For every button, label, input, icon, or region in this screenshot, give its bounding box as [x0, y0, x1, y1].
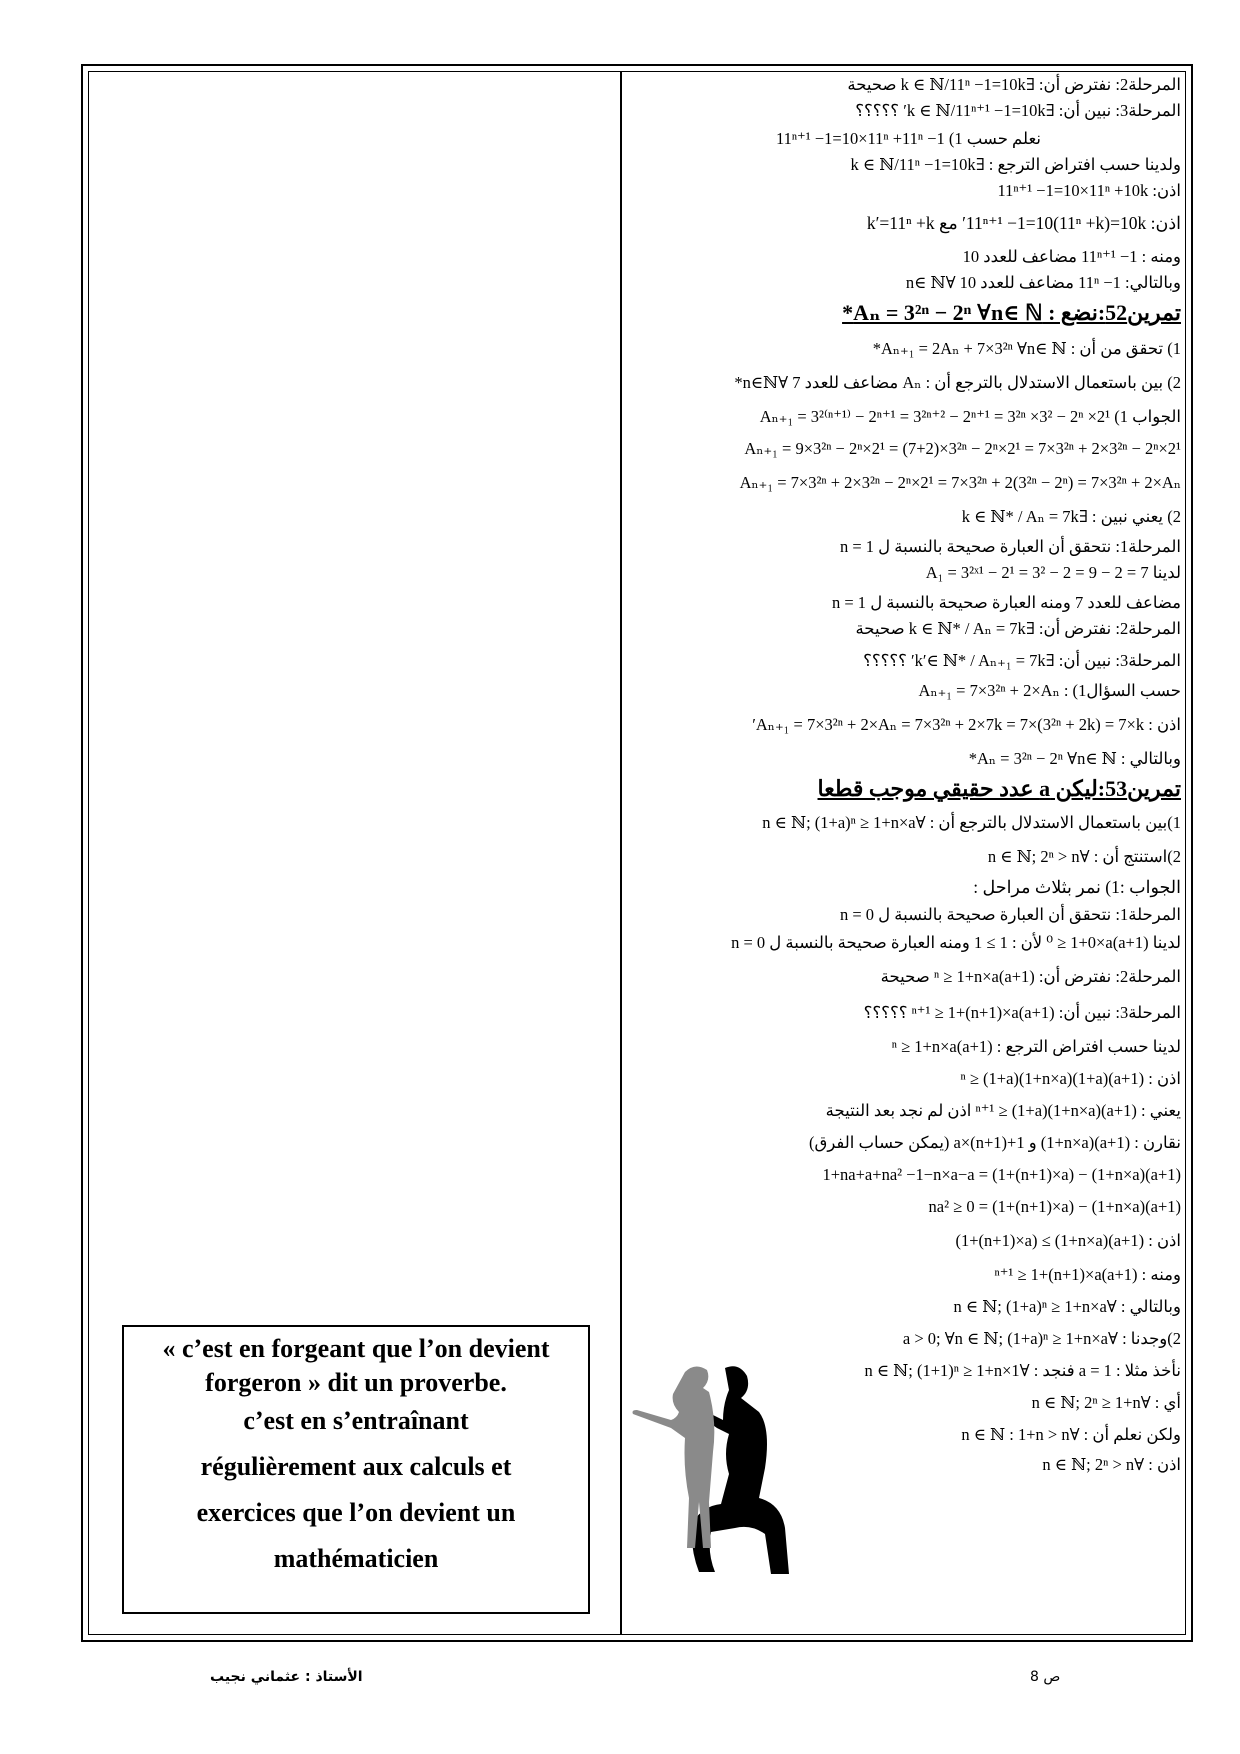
text-line: المرحلة3: نبين أن: ∃k′∈ ℕ* / Aₙ₊₁ = 7k′ ؟؟؟؟؟	[863, 651, 1181, 670]
text-line: (1+a)(1+n×a) − (1+(n+1)×a) = na² ≥ 0	[928, 1197, 1181, 1216]
proverb-quote	[126, 1332, 586, 1576]
text-line: وبالتالي : Aₙ = 3²ⁿ − 2ⁿ ∀n∈ ℕ*	[968, 749, 1181, 768]
text-line: 2)استنتج أن : ∀n ∈ ℕ; 2ⁿ > n	[987, 847, 1181, 866]
teacher-child-silhouette-illustration	[630, 1350, 790, 1575]
text-line: المرحلة3: نبين أن: (1+a)ⁿ⁺¹ ≥ 1+(n+1)×a ؟؟؟؟؟	[863, 1003, 1181, 1022]
text-line: المرحلة2: نفترض أن: (1+a)ⁿ ≥ 1+n×a صحيحة	[880, 967, 1181, 986]
text-line: اذن: 11ⁿ⁺¹ −1=10×11ⁿ +10k	[997, 181, 1181, 200]
text-line: ومنه : (1+a)ⁿ⁺¹ ≥ 1+(n+1)×a	[994, 1265, 1181, 1284]
text-line: (1+a)(1+n×a) − (1+(n+1)×a) = 1+na+a+na² −1−n×a−a	[822, 1165, 1181, 1184]
text-line: اذن: 11ⁿ⁺¹ −1=10(11ⁿ +k)=10k′ مع k′=11ⁿ +k	[866, 213, 1181, 233]
quote-line: c’est en s’entraînant	[243, 1406, 469, 1435]
answer-line: الجواب 1) Aₙ₊₁ = 3²⁽ⁿ⁺¹⁾ − 2ⁿ⁺¹ = 3²ⁿ⁺² − 2ⁿ⁺¹ = 3²ⁿ ×3² − 2ⁿ ×2¹	[759, 407, 1181, 426]
quote-line: régulièrement aux calculs et	[200, 1452, 512, 1481]
quote-line: mathématicien	[273, 1544, 439, 1573]
quote-line: « c’est en forgeant que l’on devient	[162, 1334, 550, 1363]
text-line: وبالتالي: 1− 11ⁿ مضاعف للعدد 10 ∀n∈ ℕ	[905, 273, 1181, 292]
text-line: نعلم حسب 1) 11ⁿ⁺¹ −1=10×11ⁿ +11ⁿ −1	[775, 129, 1042, 148]
footer-author: الأستاذ : عثماني نجيب	[210, 1669, 363, 1685]
text-line: Aₙ₊₁ = 9×3²ⁿ − 2ⁿ×2¹ = (7+2)×3²ⁿ − 2ⁿ×2¹ = 7×3²ⁿ + 2×3²ⁿ − 2ⁿ×2¹	[744, 439, 1181, 458]
text-line: 1)بين باستعمال الاستدلال بالترجع أن : ∀n ∈ ℕ; (1+a)ⁿ ≥ 1+n×a	[762, 813, 1181, 832]
text-line: المرحلة2: نفترض أن: ∃k ∈ ℕ/11ⁿ −1=10k صحيحة	[847, 75, 1181, 94]
text-line: 2) بين باستعمال الاستدلال بالترجع أن : Aₙ مضاعف للعدد 7 ∀n∈ℕ*	[734, 373, 1181, 392]
text-line: أي : ∀n ∈ ℕ; 2ⁿ ≥ 1+n	[1031, 1393, 1181, 1412]
answer-line: الجواب :1) نمر بثلاث مراحل :	[973, 877, 1181, 897]
text-line: حسب السؤال1) : Aₙ₊₁ = 7×3²ⁿ + 2×Aₙ	[918, 681, 1181, 700]
text-line: 2)وجدنا : ∀a > 0; ∀n ∈ ℕ; (1+a)ⁿ ≥ 1+n×a	[902, 1329, 1181, 1348]
exercise-53-heading: تمرين53:ليكن a عدد حقيقي موجب قطعا	[817, 776, 1181, 801]
text-line: اذن : ∀n ∈ ℕ; 2ⁿ > n	[1042, 1455, 1181, 1474]
quote-line: forgeron » dit un proverbe.	[205, 1368, 507, 1397]
text-line: نأخذ مثلا : a = 1 فنجد : ∀n ∈ ℕ; (1+1)ⁿ ≥ 1+n×1	[864, 1361, 1181, 1380]
text-line: لدينا (1+a)⁰ ≥ 1+0×a لأن : 1 ≥ 1 ومنه العبارة صحيحة بالنسبة ل n = 0	[731, 933, 1181, 952]
text-line: 1) تحقق من أن : Aₙ₊₁ = 2Aₙ + 7×3²ⁿ ∀n∈ ℕ*	[872, 339, 1181, 358]
text-line: المرحلة1: نتحقق أن العبارة صحيحة بالنسبة ل n = 0	[839, 905, 1181, 924]
text-line: Aₙ₊₁ = 7×3²ⁿ + 2×3²ⁿ − 2ⁿ×2¹ = 7×3²ⁿ + 2(3²ⁿ − 2ⁿ) = 7×3²ⁿ + 2×Aₙ	[739, 473, 1181, 492]
text-line: المرحلة2: نفترض أن: ∃k ∈ ℕ* / Aₙ = 7k صحيحة	[855, 619, 1181, 638]
text-line: نقارن : (1+a)(1+n×a) و 1+(n+1)×a (يمكن حساب الفرق)	[809, 1133, 1181, 1152]
exercise-52-heading: تمرين52:نضع : Aₙ = 3²ⁿ − 2ⁿ ∀n∈ ℕ*	[842, 300, 1181, 325]
text-line: اذن : (1+a)(1+a)ⁿ ≥ (1+a)(1+n×a)	[960, 1069, 1181, 1088]
footer-page-number: ص 8	[1030, 1669, 1061, 1685]
text-line: المرحلة1: نتحقق أن العبارة صحيحة بالنسبة ل n = 1	[839, 537, 1181, 556]
quote-line: exercices que l’on devient un	[196, 1498, 516, 1527]
text-line: ولدينا حسب افتراض الترجع : ∃k ∈ ℕ/11ⁿ −1=10k	[850, 155, 1181, 174]
text-line: ومنه : 1− 11ⁿ⁺¹ مضاعف للعدد 10	[962, 247, 1181, 266]
text-line: وبالتالي : ∀n ∈ ℕ; (1+a)ⁿ ≥ 1+n×a	[953, 1297, 1181, 1316]
text-line: يعني : (1+a)ⁿ⁺¹ ≥ (1+a)(1+n×a) اذن لم نجد بعد النتيجة	[825, 1101, 1181, 1120]
text-line: المرحلة3: نبين أن: ∃k ∈ ℕ/11ⁿ⁺¹ −1=10k′ ؟؟؟؟؟	[855, 101, 1181, 120]
column-divider	[620, 71, 622, 1635]
text-line: 2) يعني نبين : ∃k ∈ ℕ* / Aₙ = 7k	[961, 507, 1181, 526]
text-line: ولكن نعلم أن : ∀n ∈ ℕ : 1+n > n	[961, 1425, 1181, 1444]
text-line: مضاعف للعدد 7 ومنه العبارة صحيحة بالنسبة ل n = 1	[832, 593, 1181, 612]
text-line: لدينا حسب افتراض الترجع : (1+a)ⁿ ≥ 1+n×a	[891, 1037, 1181, 1056]
text-line: اذن : Aₙ₊₁ = 7×3²ⁿ + 2×Aₙ = 7×3²ⁿ + 2×7k = 7×(3²ⁿ + 2k) = 7×k′	[752, 715, 1181, 734]
text-line: اذن : (1+a)(1+n×a) ≥ (1+(n+1)×a)	[955, 1231, 1181, 1250]
text-line: لدينا A₁ = 3²ˣ¹ − 2¹ = 3² − 2 = 9 − 2 = 7	[925, 563, 1181, 582]
